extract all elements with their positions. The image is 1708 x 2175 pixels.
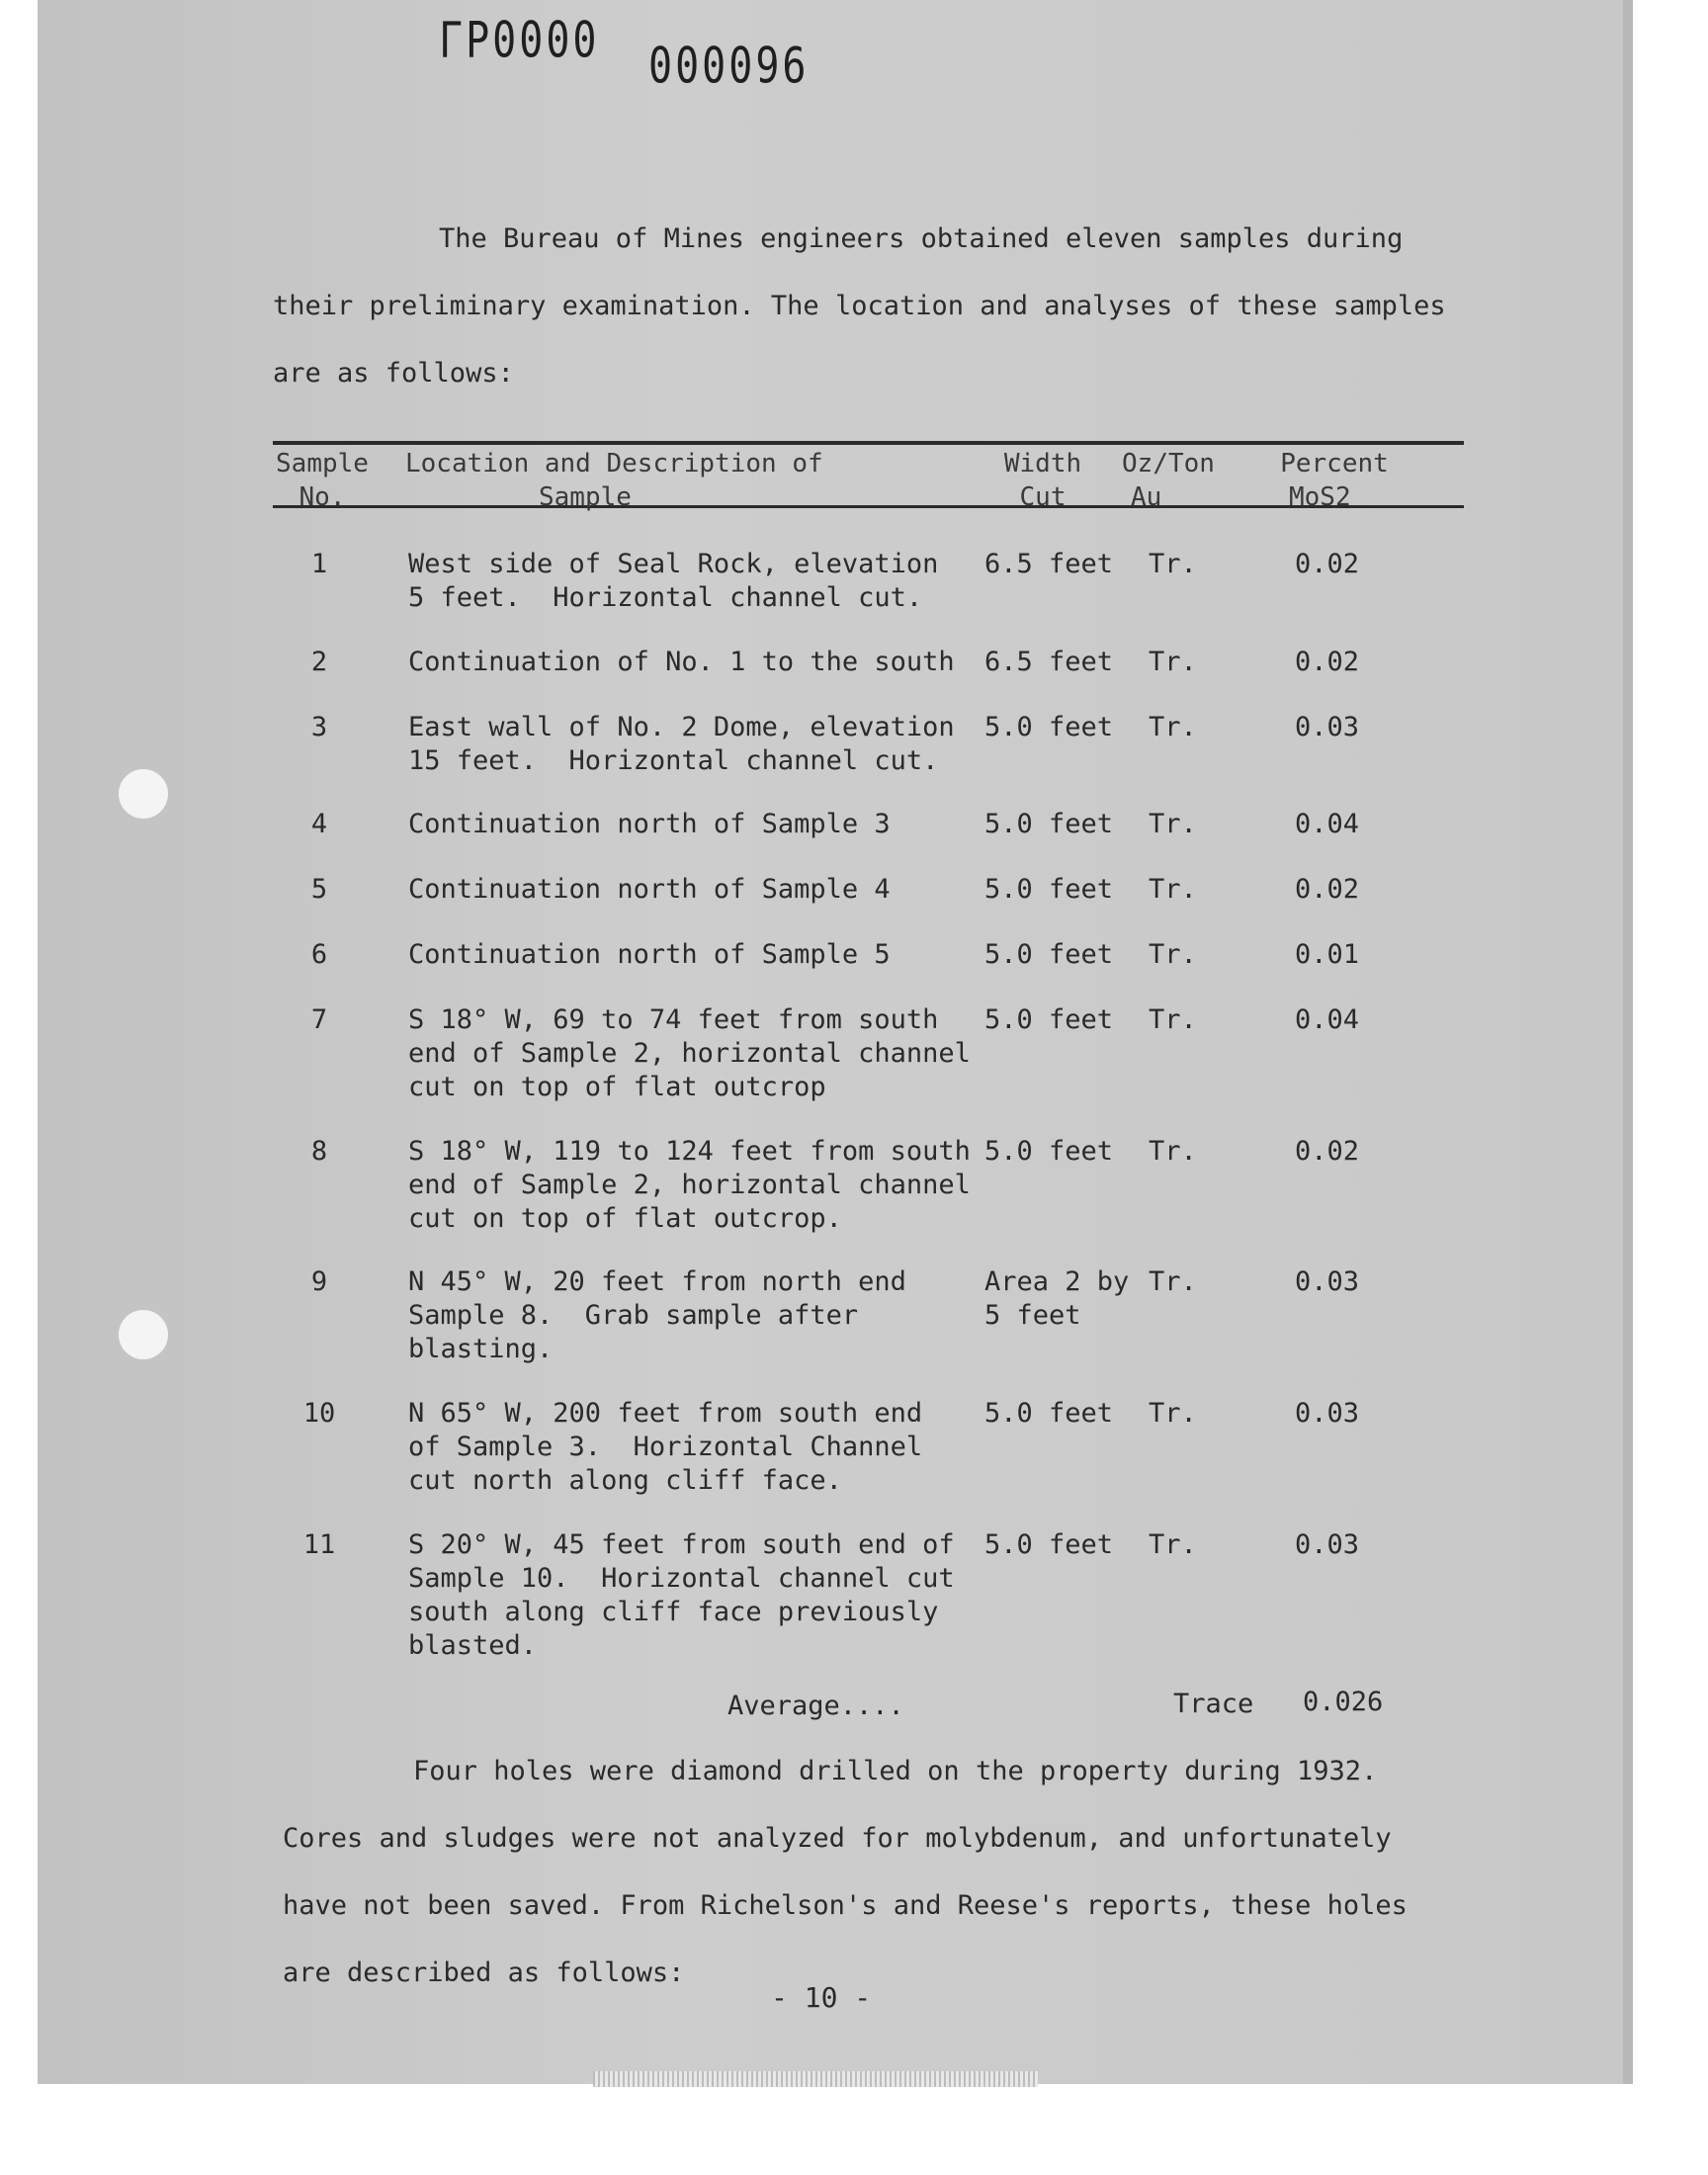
sample-mos2-percent: 0.04 bbox=[1295, 1004, 1360, 1035]
page-number: - 10 - bbox=[771, 1981, 872, 2014]
sample-width-cut: 5.0 feet bbox=[984, 1398, 1114, 1429]
sample-width-cut: 5.0 feet bbox=[984, 939, 1114, 970]
punch-hole-top bbox=[119, 769, 168, 819]
sample-number: 10 bbox=[302, 1398, 336, 1429]
sample-width-cut: 5.0 feet bbox=[984, 874, 1114, 905]
sample-gold: Tr. bbox=[1149, 874, 1197, 905]
sample-width-cut: 5.0 feet bbox=[984, 1004, 1114, 1035]
sample-description: S 18° W, 69 to 74 feet from south end of Sample 2, horizontal channel cut on top of flat outcrop bbox=[408, 1004, 971, 1102]
sample-description: S 20° W, 45 feet from south end of Sample 10. Horizontal channel cut south along cliff face previously blasted. bbox=[408, 1529, 955, 1661]
sample-gold: Tr. bbox=[1149, 809, 1197, 839]
outro-paragraph bbox=[283, 1738, 1408, 2007]
sample-mos2-percent: 0.04 bbox=[1295, 809, 1360, 839]
sample-mos2-percent: 0.02 bbox=[1295, 647, 1360, 677]
sample-number: 11 bbox=[302, 1529, 336, 1560]
sample-number: 4 bbox=[310, 809, 328, 839]
sample-number: 7 bbox=[310, 1004, 328, 1035]
sample-mos2-percent: 0.03 bbox=[1295, 712, 1360, 742]
header-percent bbox=[1265, 447, 1404, 514]
sample-description: East wall of No. 2 Dome, elevation 15 feet. Horizontal channel cut. bbox=[408, 712, 955, 776]
sample-gold: Tr. bbox=[1149, 1136, 1197, 1167]
sample-mos2-percent: 0.03 bbox=[1295, 1266, 1360, 1297]
outro-line: Four holes were diamond drilled on the property during 1932. bbox=[413, 1756, 1378, 1786]
sample-gold: Tr. bbox=[1149, 1398, 1197, 1429]
average-au: Trace bbox=[1173, 1689, 1254, 1719]
punch-hole-bottom bbox=[119, 1310, 168, 1359]
header-sample-no-line1: Sample bbox=[276, 449, 369, 478]
intro-line: The Bureau of Mines engineers obtained eleven samples during bbox=[439, 223, 1404, 254]
sample-description: N 65° W, 200 feet from south end of Sample 3. Horizontal Channel cut north along cliff face. bbox=[408, 1398, 923, 1496]
sample-description: Continuation of No. 1 to the south bbox=[408, 647, 955, 677]
sample-number: 5 bbox=[310, 874, 328, 905]
header-oz-line2: Au bbox=[1131, 482, 1162, 512]
sample-description: West side of Seal Rock, elevation 5 feet. Horizontal channel cut. bbox=[408, 549, 939, 613]
header-sample-no bbox=[273, 447, 372, 514]
sample-mos2-percent: 0.02 bbox=[1295, 549, 1360, 579]
table-top-rule bbox=[273, 441, 1464, 445]
sample-description: Continuation north of Sample 4 bbox=[408, 874, 891, 905]
header-sample-no-line2: No. bbox=[299, 482, 346, 512]
outro-line: are described as follows: bbox=[283, 1958, 685, 1988]
sample-mos2-percent: 0.03 bbox=[1295, 1398, 1360, 1429]
sample-number: 8 bbox=[310, 1136, 328, 1167]
header-width-cut bbox=[988, 447, 1097, 514]
sample-gold: Tr. bbox=[1149, 1004, 1197, 1035]
sample-gold: Tr. bbox=[1149, 939, 1197, 970]
header-percent-line1: Percent bbox=[1280, 449, 1389, 478]
sample-width-cut: 5.0 feet bbox=[984, 1529, 1114, 1560]
sample-mos2-percent: 0.03 bbox=[1295, 1529, 1360, 1560]
sample-gold: Tr. bbox=[1149, 1266, 1197, 1297]
sample-gold: Tr. bbox=[1149, 647, 1197, 677]
average-label: Average.... bbox=[727, 1691, 904, 1721]
sample-width-cut: 5.0 feet bbox=[984, 712, 1114, 742]
average-mos2: 0.026 bbox=[1303, 1687, 1384, 1717]
sample-width-cut: 6.5 feet bbox=[984, 549, 1114, 579]
sample-number: 1 bbox=[310, 549, 328, 579]
sample-width-cut: 6.5 feet bbox=[984, 647, 1114, 677]
header-width-line1: Width bbox=[1003, 449, 1082, 478]
intro-line: are as follows: bbox=[273, 358, 514, 389]
sample-number: 2 bbox=[310, 647, 328, 677]
outro-line: Cores and sludges were not analyzed for molybdenum, and unfortunately bbox=[283, 1823, 1392, 1854]
header-location-line1: Location and Description of bbox=[405, 449, 823, 478]
document-id-prefix: ΓP0000 bbox=[439, 12, 600, 69]
header-width-line2: Cut bbox=[1019, 482, 1067, 512]
page-edge-shadow bbox=[1623, 0, 1633, 2084]
header-location bbox=[405, 447, 899, 514]
sample-mos2-percent: 0.01 bbox=[1295, 939, 1360, 970]
outro-line: have not been saved. From Richelson's and Reese's reports, these holes bbox=[283, 1890, 1408, 1921]
sample-width-cut: Area 2 by 5 feet bbox=[984, 1266, 1130, 1331]
sample-number: 6 bbox=[310, 939, 328, 970]
sample-number: 3 bbox=[310, 712, 328, 742]
scan-artifact bbox=[593, 2071, 1038, 2087]
header-oz-line1: Oz/Ton bbox=[1122, 449, 1215, 478]
sample-description: Continuation north of Sample 3 bbox=[408, 809, 891, 839]
header-location-line2: Sample bbox=[539, 482, 632, 512]
sample-width-cut: 5.0 feet bbox=[984, 1136, 1114, 1167]
intro-line: their preliminary examination. The location and analyses of these samples bbox=[273, 291, 1446, 321]
sample-gold: Tr. bbox=[1149, 1529, 1197, 1560]
header-percent-line2: MoS2 bbox=[1289, 482, 1351, 512]
document-id-number: 000096 bbox=[648, 38, 810, 95]
sample-width-cut: 5.0 feet bbox=[984, 809, 1114, 839]
sample-gold: Tr. bbox=[1149, 549, 1197, 579]
intro-paragraph bbox=[273, 206, 1446, 407]
sample-mos2-percent: 0.02 bbox=[1295, 1136, 1360, 1167]
header-oz-ton bbox=[1109, 447, 1228, 514]
sample-description: N 45° W, 20 feet from north end Sample 8. Grab sample after blasting. bbox=[408, 1266, 906, 1364]
sample-description: Continuation north of Sample 5 bbox=[408, 939, 891, 970]
sample-description: S 18° W, 119 to 124 feet from south end of Sample 2, horizontal channel cut on top of flat outcrop. bbox=[408, 1136, 971, 1234]
sample-mos2-percent: 0.02 bbox=[1295, 874, 1360, 905]
sample-gold: Tr. bbox=[1149, 712, 1197, 742]
sample-number: 9 bbox=[310, 1266, 328, 1297]
